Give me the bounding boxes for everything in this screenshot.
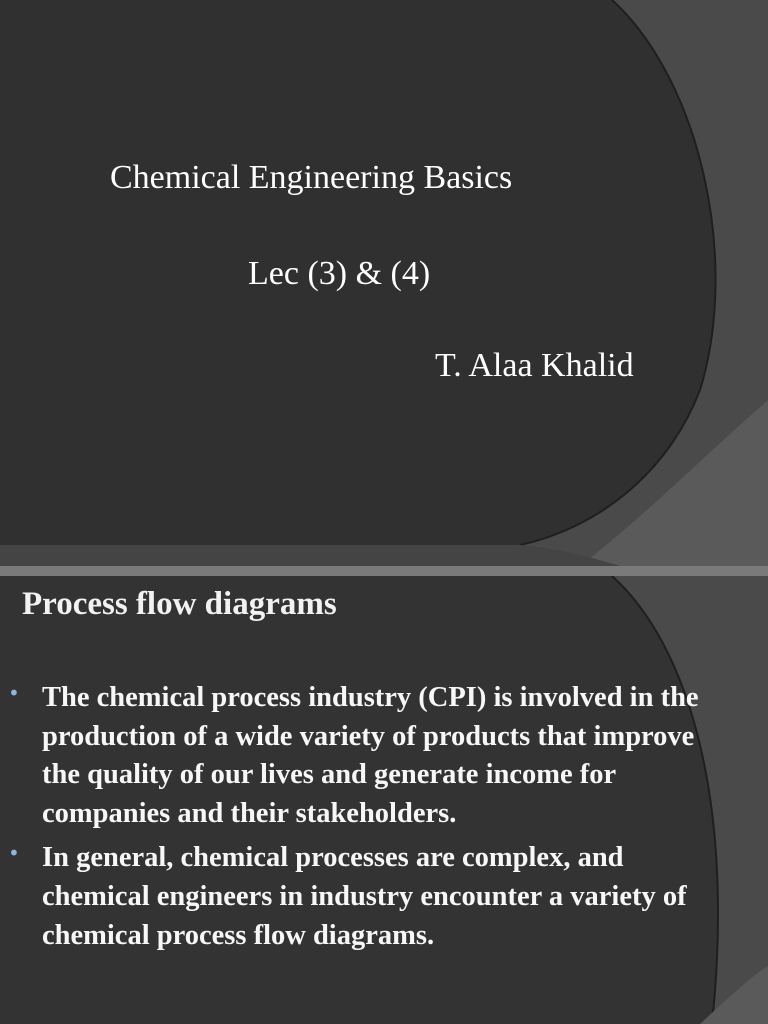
- presentation-title: Chemical Engineering Basics: [110, 159, 513, 196]
- bullet-text: In general, chemical processes are complex, and chemical engineers in industry encounter a variety of chemical process flow diagrams.: [42, 842, 687, 951]
- author-name: T. Alaa Khalid: [435, 347, 634, 384]
- bullet-list: [0, 679, 768, 961]
- slide-heading: Process flow diagrams: [22, 586, 337, 622]
- bullet-icon: •: [8, 681, 20, 705]
- slide-divider: [0, 566, 768, 576]
- bullet-item: [0, 839, 768, 955]
- bullet-icon: •: [8, 841, 20, 866]
- content-slide: [0, 576, 768, 1024]
- bullet-item: [0, 679, 768, 833]
- lecture-number: Lec (3) & (4): [248, 255, 431, 292]
- bullet-text: The chemical process industry (CPI) is involved in the production of a wide variety of products that improve the quality of our lives and generate income for companies and their stakeholders.: [42, 682, 699, 829]
